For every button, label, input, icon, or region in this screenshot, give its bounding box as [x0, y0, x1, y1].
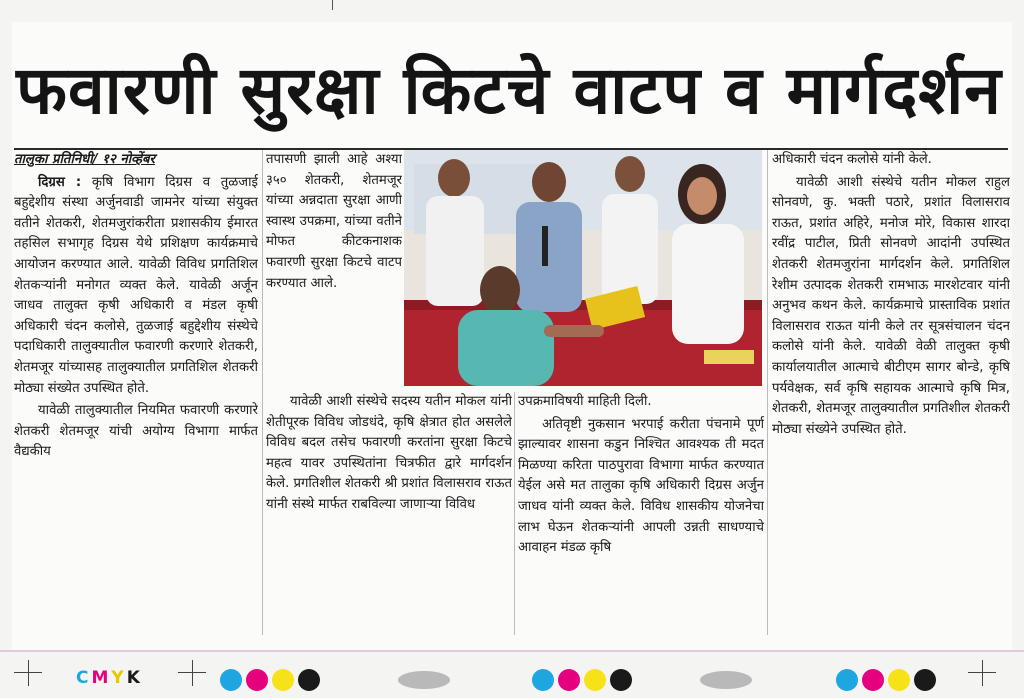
body-paragraph: यावेळी आशी संस्थेचे सदस्य यतीन मोकल यांनी शेतीपूरक विविध जोडधंदे, कृषि क्षेत्रात होत असलेले विविध बदल तसेच फवारणी करतांना सुरक्षा किटचे महत्व यावर उपस्थितांना चित्रफीत द्वारे मार्गदर्शन केले. प्रगतिशील शेतकरी श्री प्रशांत विलासराव राऊत यांनी संस्थे मार्फत राबविल्या जाणाऱ्या विविध — [266, 394, 512, 512]
article-column-2-bottom — [266, 392, 512, 635]
lead-place: दिग्रस : — [38, 174, 82, 190]
body-paragraph: यावेळी आशी संस्थेचे यतीन मोकल राहुल सोनवणे, कु. भक्ती पठारे, प्रशांत विलासराव राऊत, प्रशांत अहिरे, मनोज मोरे, विकास शारदा रवींद्र पाटील, प्रिती सोनवणे आदांनी उपस्थित शेतकरी शेतमजुरांना मार्गदर्शन केले. प्रगतिशिल रेशीम उत्पादक शेतकरी रामभाऊ मारशेटवार यांनी अनुभव कथन केले. कार्यक्रमाचे प्रास्ताविक प्रशांत विलासराव राऊत यांनी केले तर सूत्रसंचालन चंदन कलोसे यांनी केले. यावेळी वेळी तालुक्त कृषी कार्यालयातील आत्माचे बीटीएम सागर बोन्डे, कृषि पर्यवेक्षक, सर्व कृषि सहायक आत्माचे कृषि मित्र, शेतकरी, शेतमजूर तालुक्यातील प्रगतिशील शेतकरी मोठ्या संख्येने उपस्थित होते. — [772, 174, 1010, 437]
registration-mark — [192, 660, 193, 686]
article-column-1 — [14, 150, 258, 635]
color-swatch-black — [610, 669, 632, 691]
color-swatch-black — [298, 669, 320, 691]
grey-swatch — [700, 671, 752, 689]
dateline-paragraph — [14, 150, 258, 171]
body-paragraph: अतिवृष्टी नुकसान भरपाई करीता पंचनामे पूर्ण झाल्यावर शासना कडुन निश्चित आवश्यक ती मदत मिळण्या करिता पाठपुरावा विभागा मार्फत करण्यात येईल असे मत तालुका कृषि अधिकारी दिग्रस अर्जुन जाधव यांनी व्यक्त केले. विविध शासकीय योजनेचा लाभ घेऊन शेतकऱ्यांनी आपली उन्नती साधण्याचे आवाहन मंडळ कृषि — [518, 416, 764, 556]
color-swatch-black — [914, 669, 936, 691]
dateline: तालुका प्रतिनिधी/ १२ नोव्हेंबर — [14, 152, 155, 167]
column-divider — [767, 150, 768, 635]
body-paragraph: अधिकारी चंदन कलोसे यांनी केले. — [772, 152, 932, 167]
lead-paragraph — [14, 173, 258, 400]
color-swatch-yellow — [888, 669, 910, 691]
article-column-2-top — [266, 150, 402, 394]
column-divider — [514, 392, 515, 635]
color-swatch-magenta — [558, 669, 580, 691]
column-divider — [262, 150, 263, 635]
photo-illustration — [404, 150, 762, 386]
headline: फवारणी सुरक्षा किटचे वाटप व मार्गदर्शन — [16, 52, 1002, 129]
cmyk-label — [76, 668, 143, 688]
body-paragraph: तपासणी झाली आहे अश्या ३५० शेतकरी, शेतमजूर यांच्या अन्नदाता सुरक्षा आणी स्वास्थ उपक्रमा, यांच्या वतीने मोफत कीटकनाशक फवारणी सुरक्षा किटचे वाटप करण्यात आले. — [266, 152, 402, 291]
article-column-4 — [772, 150, 1010, 635]
color-swatch-cyan — [836, 669, 858, 691]
color-swatch-magenta — [862, 669, 884, 691]
cmyk-y: Y — [111, 668, 127, 688]
cmyk-c: C — [76, 668, 92, 688]
body-paragraph: यावेळी तालुक्यातील नियमित फवारणी करणारे शेतकरी शेतमजूर यांची अयोग्य विभागा मार्फत वैद्यकीय — [14, 403, 258, 460]
registration-mark — [28, 660, 29, 686]
article-column-3 — [518, 392, 764, 635]
registration-mark — [982, 660, 983, 686]
grey-swatch — [398, 671, 450, 689]
crop-mark — [332, 0, 333, 10]
body-text: कृषि विभाग दिग्रस व तुळजाई बहुद्देशीय संस्था अर्जुनवाडी जामनेर यांच्या संयुक्त वतीने शेतकरी, शेतमजुरांकरीता प्रशासकीय ईमारत तहसिल सभागृह दिग्रस येथे प्रशिक्षण कार्यक्रमाचे आयोजन करण्यात आले. यावेळी विविध प्रगतिशिल शेतकऱ्यांनी मनोगत व्यक्त केले. यावेळी अर्जून जाधव तालुक्त कृषी अधिकारी व मंडल कृषी अधिकारी चंदन कलोसे, तुळजाई बहुद्देशीय संस्थेचे पदाधिकारी तालुक्यातील फवारणी करणारे शेतकरी, शेतमजूर यांच्यासह तालुक्यातील प्रगतिशिल शेतकरी मोठ्या संख्येत उपस्थित होते. — [14, 174, 258, 396]
color-swatch-cyan — [532, 669, 554, 691]
color-swatch-yellow — [584, 669, 606, 691]
body-paragraph: उपक्रमाविषयी माहिती दिली. — [518, 394, 652, 409]
color-swatch-magenta — [246, 669, 268, 691]
event-photo — [404, 150, 762, 386]
cmyk-k: K — [126, 668, 143, 688]
color-swatch-yellow — [272, 669, 294, 691]
print-guide-line — [0, 650, 1024, 652]
cmyk-m: M — [91, 668, 112, 688]
color-swatch-cyan — [220, 669, 242, 691]
